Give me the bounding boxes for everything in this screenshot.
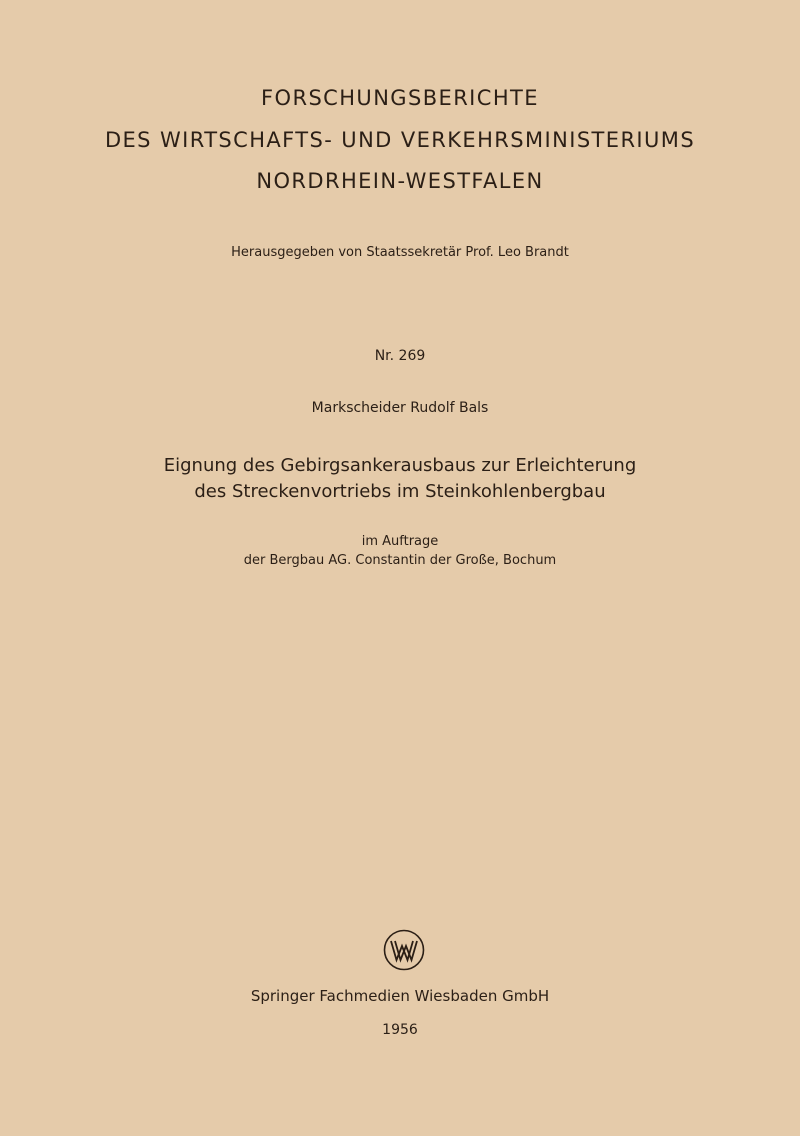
- series-title-line-2: DES WIRTSCHAFTS- UND VERKEHRSMINISTERIUMS: [104, 128, 696, 152]
- commission-line-1: im Auftrage: [361, 534, 439, 549]
- series-title-line-3: NORDRHEIN-WESTFALEN: [256, 169, 544, 193]
- book-title-line-1: Eignung des Gebirgsankerausbaus zur Erleichterung: [163, 455, 637, 476]
- editor-line: Herausgegeben von Staatssekretär Prof. Leo Brandt: [231, 245, 569, 260]
- book-title-line-2: des Streckenvortriebs im Steinkohlenbergbau: [194, 481, 606, 502]
- double-w-circle-logo-icon: [383, 929, 425, 971]
- author-name: Markscheider Rudolf Bals: [311, 400, 489, 416]
- publisher-name: Springer Fachmedien Wiesbaden GmbH: [250, 987, 550, 1005]
- report-number: Nr. 269: [374, 348, 426, 364]
- publication-year: 1956: [382, 1022, 418, 1038]
- series-title-line-1: FORSCHUNGSBERICHTE: [261, 86, 539, 110]
- commission-line-2: der Bergbau AG. Constantin der Große, Bochum: [243, 553, 557, 568]
